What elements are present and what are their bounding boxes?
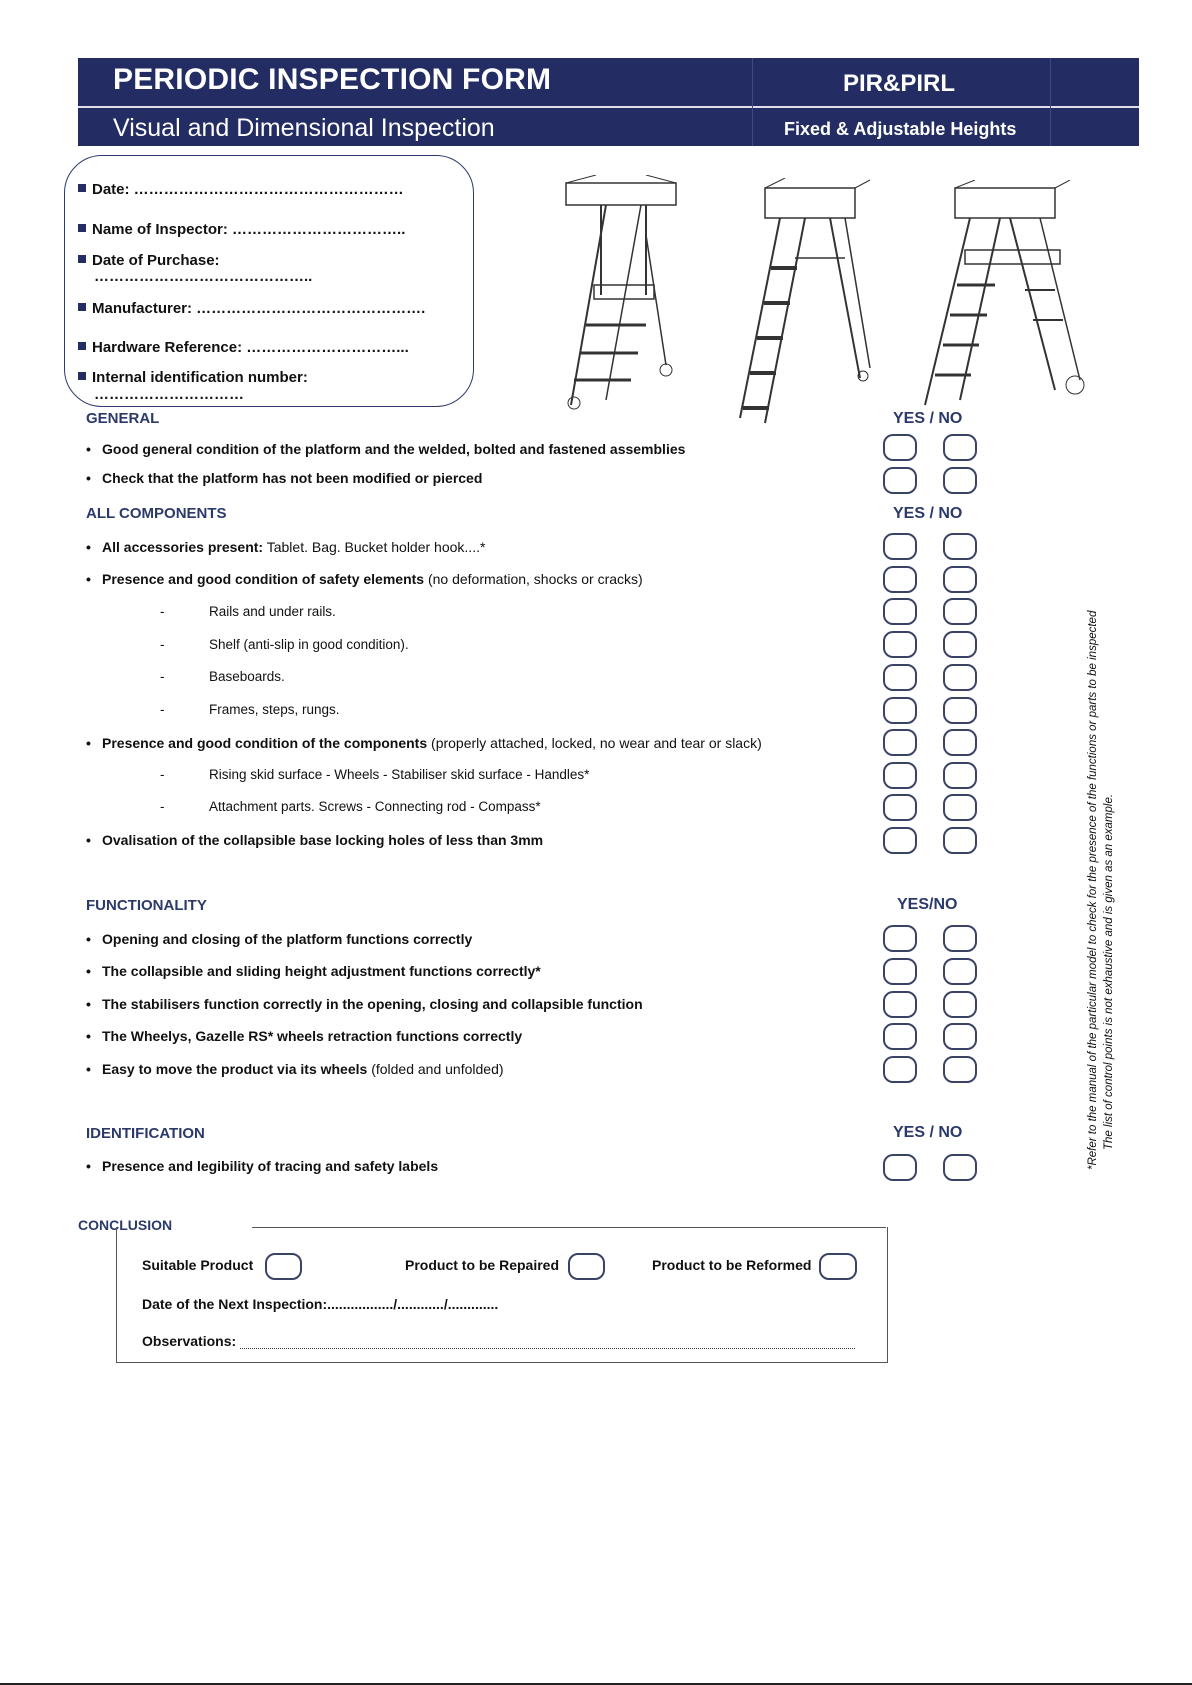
section-general-title: GENERAL (86, 410, 160, 427)
yes-checkbox[interactable] (883, 958, 917, 985)
check-item: • Opening and closing of the platform functions correctly (86, 931, 473, 947)
check-subitem: - Baseboards. (160, 669, 285, 684)
yes-checkbox[interactable] (883, 697, 917, 724)
observations-label: Observations: (142, 1333, 237, 1349)
header-divider (78, 106, 1139, 108)
check-item: • Ovalisation of the collapsible base locking holes of less than 3mm (86, 832, 544, 848)
header-separator (1050, 58, 1051, 146)
check-item: • The Wheelys, Gazelle RS* wheels retraction functions correctly (86, 1028, 523, 1044)
side-note (1085, 596, 1115, 1170)
yes-checkbox[interactable] (883, 533, 917, 560)
product-reformed-checkbox[interactable] (819, 1253, 857, 1280)
no-checkbox[interactable] (943, 729, 977, 756)
bullet-square-icon (78, 303, 86, 311)
header-separator (752, 58, 753, 146)
check-item: • Check that the platform has not been modified or pierced (86, 470, 483, 486)
side-note-line: The list of control points is not exhaustive and is given as an example. (1103, 793, 1115, 1150)
yes-no-header: YES / NO (893, 1124, 963, 1141)
yes-checkbox[interactable] (883, 762, 917, 789)
bullet-square-icon (78, 342, 86, 350)
no-checkbox[interactable] (943, 925, 977, 952)
bullet-icon: • (86, 735, 91, 751)
side-note-line: *Refer to the manual of the particular model to check for the presence of the functions or parts to be inspected (1087, 610, 1099, 1170)
yes-checkbox[interactable] (883, 631, 917, 658)
yes-checkbox[interactable] (883, 434, 917, 461)
manufacturer-field[interactable]: Manufacturer: ………………………………………. (78, 300, 425, 317)
no-checkbox[interactable] (943, 566, 977, 593)
platform-illustration-open (735, 178, 875, 428)
yes-checkbox[interactable] (883, 729, 917, 756)
form-subtitle: Visual and Dimensional Inspection (113, 114, 495, 142)
no-checkbox[interactable] (943, 1056, 977, 1083)
check-item: • Easy to move the product via its wheels (folded and unfolded) (86, 1061, 504, 1077)
no-checkbox[interactable] (943, 991, 977, 1018)
check-subitem: - Rising skid surface - Wheels - Stabiliser skid surface - Handles* (160, 767, 590, 782)
no-checkbox[interactable] (943, 794, 977, 821)
yes-checkbox[interactable] (883, 794, 917, 821)
platform-illustration-adjustable (915, 180, 1090, 410)
check-subitem: - Attachment parts. Screws - Connecting rod - Compass* (160, 799, 541, 814)
bullet-icon: • (86, 539, 91, 555)
bullet-square-icon (78, 184, 86, 192)
platform-illustration-folded (546, 175, 696, 415)
no-checkbox[interactable] (943, 467, 977, 494)
date-field[interactable]: Date: ……………………………………………… (78, 181, 404, 198)
observations-field[interactable] (240, 1347, 855, 1349)
bullet-icon: • (86, 931, 91, 947)
no-checkbox[interactable] (943, 533, 977, 560)
section-functionality-title: FUNCTIONALITY (86, 897, 207, 914)
form-title: PERIODIC INSPECTION FORM (113, 63, 552, 96)
check-item: • Good general condition of the platform and the welded, bolted and fastened assemblies (86, 441, 686, 457)
bullet-icon: • (86, 996, 91, 1012)
yes-no-header: YES / NO (893, 410, 963, 427)
yes-checkbox[interactable] (883, 1023, 917, 1050)
product-heights: Fixed & Adjustable Heights (784, 119, 1017, 139)
suitable-product-label: Suitable Product (142, 1257, 254, 1273)
check-subitem: - Frames, steps, rungs. (160, 702, 340, 717)
check-item: • Presence and good condition of safety elements (no deformation, shocks or cracks) (86, 571, 643, 587)
bullet-icon: • (86, 832, 91, 848)
bullet-square-icon (78, 224, 86, 232)
bullet-icon: • (86, 963, 91, 979)
no-checkbox[interactable] (943, 762, 977, 789)
check-item: • Presence and legibility of tracing and safety labels (86, 1158, 439, 1174)
bullet-square-icon (78, 372, 86, 380)
hardware-reference-field[interactable]: Hardware Reference: …………………………... (78, 339, 409, 356)
product-code: PIR&PIRL (843, 70, 956, 97)
check-item: • The collapsible and sliding height adjustment functions correctly* (86, 963, 541, 979)
no-checkbox[interactable] (943, 958, 977, 985)
header-banner (78, 58, 1139, 146)
yes-checkbox[interactable] (883, 664, 917, 691)
next-inspection-field[interactable]: Date of the Next Inspection:................./............/............. (142, 1296, 499, 1312)
suitable-product-checkbox[interactable] (265, 1253, 302, 1280)
no-checkbox[interactable] (943, 631, 977, 658)
check-item: • All accessories present: Tablet. Bag. Bucket holder hook....* (86, 539, 486, 555)
bullet-icon: • (86, 1061, 91, 1077)
bullet-icon: • (86, 470, 91, 486)
section-identification-title: IDENTIFICATION (86, 1125, 205, 1142)
check-item: • The stabilisers function correctly in the opening, closing and collapsible function (86, 996, 643, 1012)
product-repaired-checkbox[interactable] (568, 1253, 605, 1280)
check-item: • Presence and good condition of the components (properly attached, locked, no wear and tear or slack) (86, 735, 762, 751)
no-checkbox[interactable] (943, 697, 977, 724)
no-checkbox[interactable] (943, 1154, 977, 1181)
bullet-icon: • (86, 441, 91, 457)
internal-id-field[interactable]: Internal identification number: (78, 369, 308, 386)
check-subitem: - Shelf (anti-slip in good condition). (160, 637, 409, 652)
yes-checkbox[interactable] (883, 1154, 917, 1181)
yes-checkbox[interactable] (883, 467, 917, 494)
yes-checkbox[interactable] (883, 827, 917, 854)
product-reformed-label: Product to be Reformed (652, 1257, 812, 1273)
bullet-icon: • (86, 571, 91, 587)
conclusion-title: CONCLUSION (78, 1217, 173, 1233)
internal-id-dots: ………………………… (94, 386, 244, 403)
no-checkbox[interactable] (943, 664, 977, 691)
product-repaired-label: Product to be Repaired (405, 1257, 560, 1273)
yes-checkbox[interactable] (883, 925, 917, 952)
yes-checkbox[interactable] (883, 991, 917, 1018)
bullet-icon: • (86, 1028, 91, 1044)
no-checkbox[interactable] (943, 1023, 977, 1050)
no-checkbox[interactable] (943, 434, 977, 461)
yes-no-header: YES / NO (893, 505, 963, 522)
inspector-field[interactable]: Name of Inspector: …………………………….. (78, 221, 405, 238)
section-components-title: ALL COMPONENTS (86, 505, 227, 522)
no-checkbox[interactable] (943, 598, 977, 625)
yes-checkbox[interactable] (883, 566, 917, 593)
check-subitem: - Rails and under rails. (160, 604, 336, 619)
yes-checkbox[interactable] (883, 598, 917, 625)
bullet-icon: • (86, 1158, 91, 1174)
purchase-date-field[interactable]: Date of Purchase: (78, 252, 220, 269)
bullet-square-icon (78, 255, 86, 263)
yes-no-header: YES/NO (897, 896, 958, 913)
yes-checkbox[interactable] (883, 1056, 917, 1083)
no-checkbox[interactable] (943, 827, 977, 854)
purchase-date-dots: …………………………………….. (94, 268, 313, 285)
